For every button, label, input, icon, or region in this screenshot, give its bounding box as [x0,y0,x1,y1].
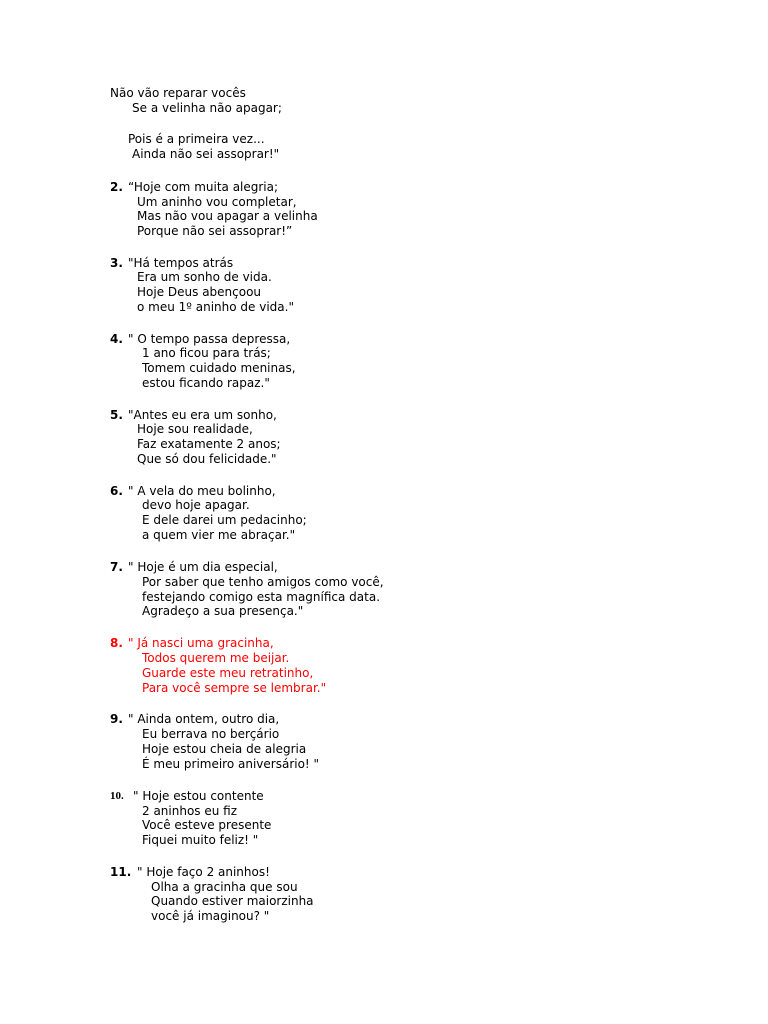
poem-line: "Antes eu era um sonho, [128,408,277,422]
intro-line-2: Se a velinha não apagar; [132,101,282,115]
poem-line: Agradeço a sua presença." [142,604,304,618]
poem-line: Que só dou felicidade." [137,452,277,466]
intro-line-4: Ainda não sei assoprar!" [132,147,280,161]
poem-line: Hoje estou cheia de alegria [142,742,307,756]
poem-number: 3. [110,256,123,270]
poem-number: 6. [110,484,123,498]
poem-line: o meu 1º aninho de vida." [137,300,294,314]
poem-line: Você esteve presente [142,818,272,832]
poem-line: " Hoje é um dia especial, [128,560,278,574]
poem-line: " O tempo passa depressa, [128,332,291,346]
poem-line: 1 ano ficou para trás; [142,346,271,360]
poem-number: 5. [110,408,123,422]
poem-line: devo hoje apagar. [142,498,250,512]
poem-line: É meu primeiro aniversário! " [142,757,320,771]
poem-line: Porque não sei assoprar!” [137,224,293,238]
poem-line: Olha a gracinha que sou [151,880,298,894]
poem-number: 11. [110,865,132,879]
poem-line: Para você sempre se lembrar." [142,681,327,695]
poem-line: Um aninho vou completar, [137,195,297,209]
poem-number: 10. [110,790,124,802]
poem-number: 4. [110,332,123,346]
poem-line: estou ficando rapaz." [142,376,270,390]
poem-line: Eu berrava no berçário [142,727,280,741]
poem-line: você já imaginou? " [151,909,270,923]
poem-line: Guarde este meu retratinho, [142,666,314,680]
poem-line: "Há tempos atrás [128,256,234,270]
poem-line: Fiquei muito feliz! " [142,833,259,847]
poem-line: festejando comigo esta magnífica data. [142,590,381,604]
poem-line: a quem vier me abraçar." [142,528,296,542]
poem-line: 2 aninhos eu fiz [142,804,238,818]
poem-line: " Hoje faço 2 aninhos! [137,865,270,879]
poem-line: Quando estiver maiorzinha [151,894,314,908]
poem-line: “Hoje com muita alegria; [128,180,279,194]
poem-number: 2. [110,180,123,194]
poem-line: " Ainda ontem, outro dia, [128,712,280,726]
poem-line: Era um sonho de vida. [137,270,272,284]
poem-line: Tomem cuidado meninas, [142,361,296,375]
poem-number: 9. [110,712,123,726]
poem-line: Hoje Deus abençoou [137,285,262,299]
poem-line: Faz exatamente 2 anos; [137,437,281,451]
poem-line: Hoje sou realidade, [137,422,253,436]
poem-line: Por saber que tenho amigos como você, [142,575,384,589]
poem-number: 7. [110,560,123,574]
intro-line-3: Pois é a primeira vez... [128,132,265,146]
poem-line: E dele darei um pedacinho; [142,513,307,527]
poem-line: Mas não vou apagar a velinha [137,209,318,223]
poem-line: " Hoje estou contente [133,789,264,803]
poem-line: " A vela do meu bolinho, [128,484,276,498]
intro-line-1: Não vão reparar vocês [110,86,246,100]
poem-number: 8. [110,636,123,650]
poem-line: " Já nasci uma gracinha, [128,636,274,650]
poem-line: Todos querem me beijar. [142,651,290,665]
